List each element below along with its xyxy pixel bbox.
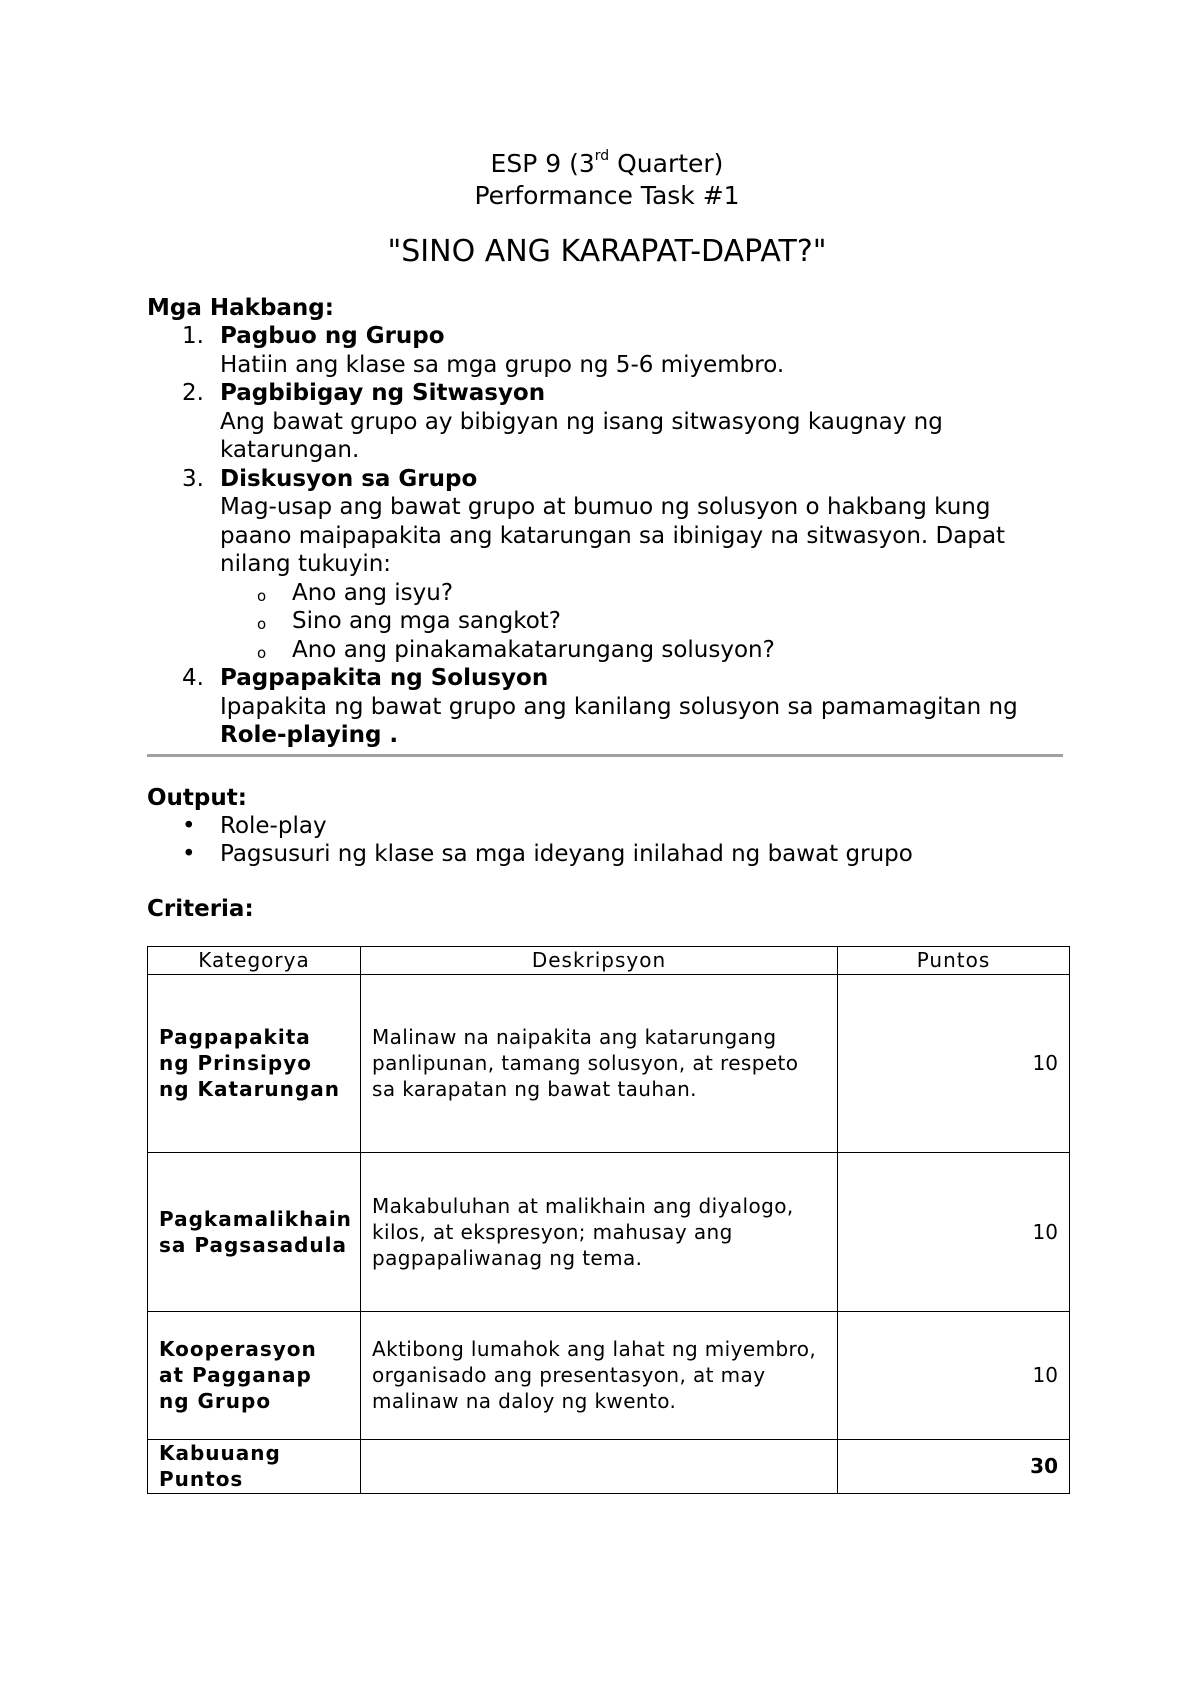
bullet-icon: • bbox=[182, 841, 196, 867]
subject-superscript: rd bbox=[594, 148, 610, 164]
guide-question-list bbox=[147, 579, 1067, 665]
puntos-cell: 10 bbox=[838, 1311, 1070, 1439]
kategorya-cell: Kooperasyon at Pagganap ng Grupo bbox=[148, 1311, 361, 1439]
puntos-cell: 10 bbox=[838, 974, 1070, 1152]
output-item: • Pagsusuri ng klase sa mga ideyang inilahad ng bawat grupo bbox=[182, 841, 913, 867]
subject-prefix: ESP 9 (3 bbox=[490, 149, 595, 178]
step-description: Mag-usap ang bawat grupo at bumuo ng solusyon o hakbang kung paano maipapakita ang katarungan sa ibinigay na sitwasyon. Dapat nilang tukuyin: bbox=[220, 494, 1006, 577]
kategorya-cell: Pagpapakita ng Prinsipyo ng Katarungan bbox=[148, 974, 361, 1152]
puntos-cell: 10 bbox=[838, 1152, 1070, 1311]
step-number: 4. bbox=[182, 665, 204, 691]
document-page bbox=[147, 140, 1067, 1494]
circle-bullet-icon: o bbox=[257, 615, 267, 633]
step-number: 2. bbox=[182, 380, 204, 406]
step-title: Pagbuo ng Grupo bbox=[220, 323, 445, 349]
table-total-row bbox=[148, 1439, 1070, 1493]
output-list bbox=[147, 812, 1067, 869]
guide-question: o Ano ang isyu? bbox=[147, 579, 1067, 608]
step-item bbox=[147, 465, 1067, 665]
horizontal-divider bbox=[147, 754, 1063, 757]
guide-question: o Sino ang mga sangkot? bbox=[147, 607, 1067, 636]
column-header-kategorya: Kategorya bbox=[148, 946, 361, 974]
table-row bbox=[148, 974, 1070, 1152]
step-description: Hatiin ang klase sa mga grupo ng 5-6 miyembro. bbox=[220, 351, 785, 378]
step-title: Pagbibigay ng Sitwasyon bbox=[220, 380, 546, 406]
step-title: Pagpapakita ng Solusyon bbox=[220, 665, 549, 691]
table-row bbox=[148, 1311, 1070, 1439]
step-item bbox=[147, 379, 1067, 465]
steps-heading: Mga Hakbang: bbox=[147, 295, 334, 321]
circle-bullet-icon: o bbox=[257, 643, 267, 662]
step-item bbox=[147, 664, 1067, 750]
deskripsyon-cell: Makabuluhan at malikhain ang diyalogo, kilos, at ekspresyon; mahusay ang pagpapaliwanag ng tema. bbox=[361, 1152, 838, 1311]
step-number: 1. bbox=[182, 323, 204, 349]
total-puntos-cell: 30 bbox=[838, 1439, 1070, 1493]
step-number: 3. bbox=[182, 465, 204, 492]
column-header-puntos: Puntos bbox=[838, 946, 1070, 974]
kategorya-cell: Pagkamalikhain sa Pagsasadula bbox=[148, 1152, 361, 1311]
total-label-cell: Kabuuang Puntos bbox=[148, 1439, 361, 1493]
total-deskripsyon-cell bbox=[361, 1439, 838, 1493]
table-row bbox=[148, 1152, 1070, 1311]
subject-suffix: Quarter) bbox=[609, 149, 724, 178]
criteria-heading: Criteria: bbox=[147, 895, 254, 922]
column-header-deskripsyon: Deskripsyon bbox=[361, 946, 838, 974]
bullet-icon: • bbox=[182, 812, 196, 839]
document-title: "SINO ANG KARAPAT-DAPAT?" bbox=[387, 234, 827, 269]
output-item: • Role-play bbox=[182, 812, 327, 839]
steps-list bbox=[147, 322, 1067, 750]
circle-bullet-icon: o bbox=[257, 586, 267, 605]
step-description: Ipapakita ng bawat grupo ang kanilang solusyon sa pamamagitan ng Role-playing . bbox=[220, 693, 1018, 748]
task-line: Performance Task #1 bbox=[474, 181, 740, 210]
deskripsyon-cell: Malinaw na naipakita ang katarungang panlipunan, tamang solusyon, at respeto sa karapatan ng bawat tauhan. bbox=[361, 974, 838, 1152]
role-playing-emphasis: Role-playing . bbox=[220, 722, 399, 748]
output-heading: Output: bbox=[147, 784, 247, 811]
step-description: Ang bawat grupo ay bibigyan ng isang sitwasyong kaugnay ng katarungan. bbox=[220, 408, 943, 463]
step-item bbox=[147, 322, 1067, 379]
guide-question: o Ano ang pinakamakatarungang solusyon? bbox=[147, 636, 1067, 665]
table-header-row bbox=[148, 946, 1070, 974]
step-title: Diskusyon sa Grupo bbox=[220, 465, 478, 492]
subject-line bbox=[147, 140, 1067, 180]
deskripsyon-cell: Aktibong lumahok ang lahat ng miyembro, organisado ang presentasyon, at may malinaw na daloy ng kwento. bbox=[361, 1311, 838, 1439]
criteria-table bbox=[147, 946, 1070, 1494]
